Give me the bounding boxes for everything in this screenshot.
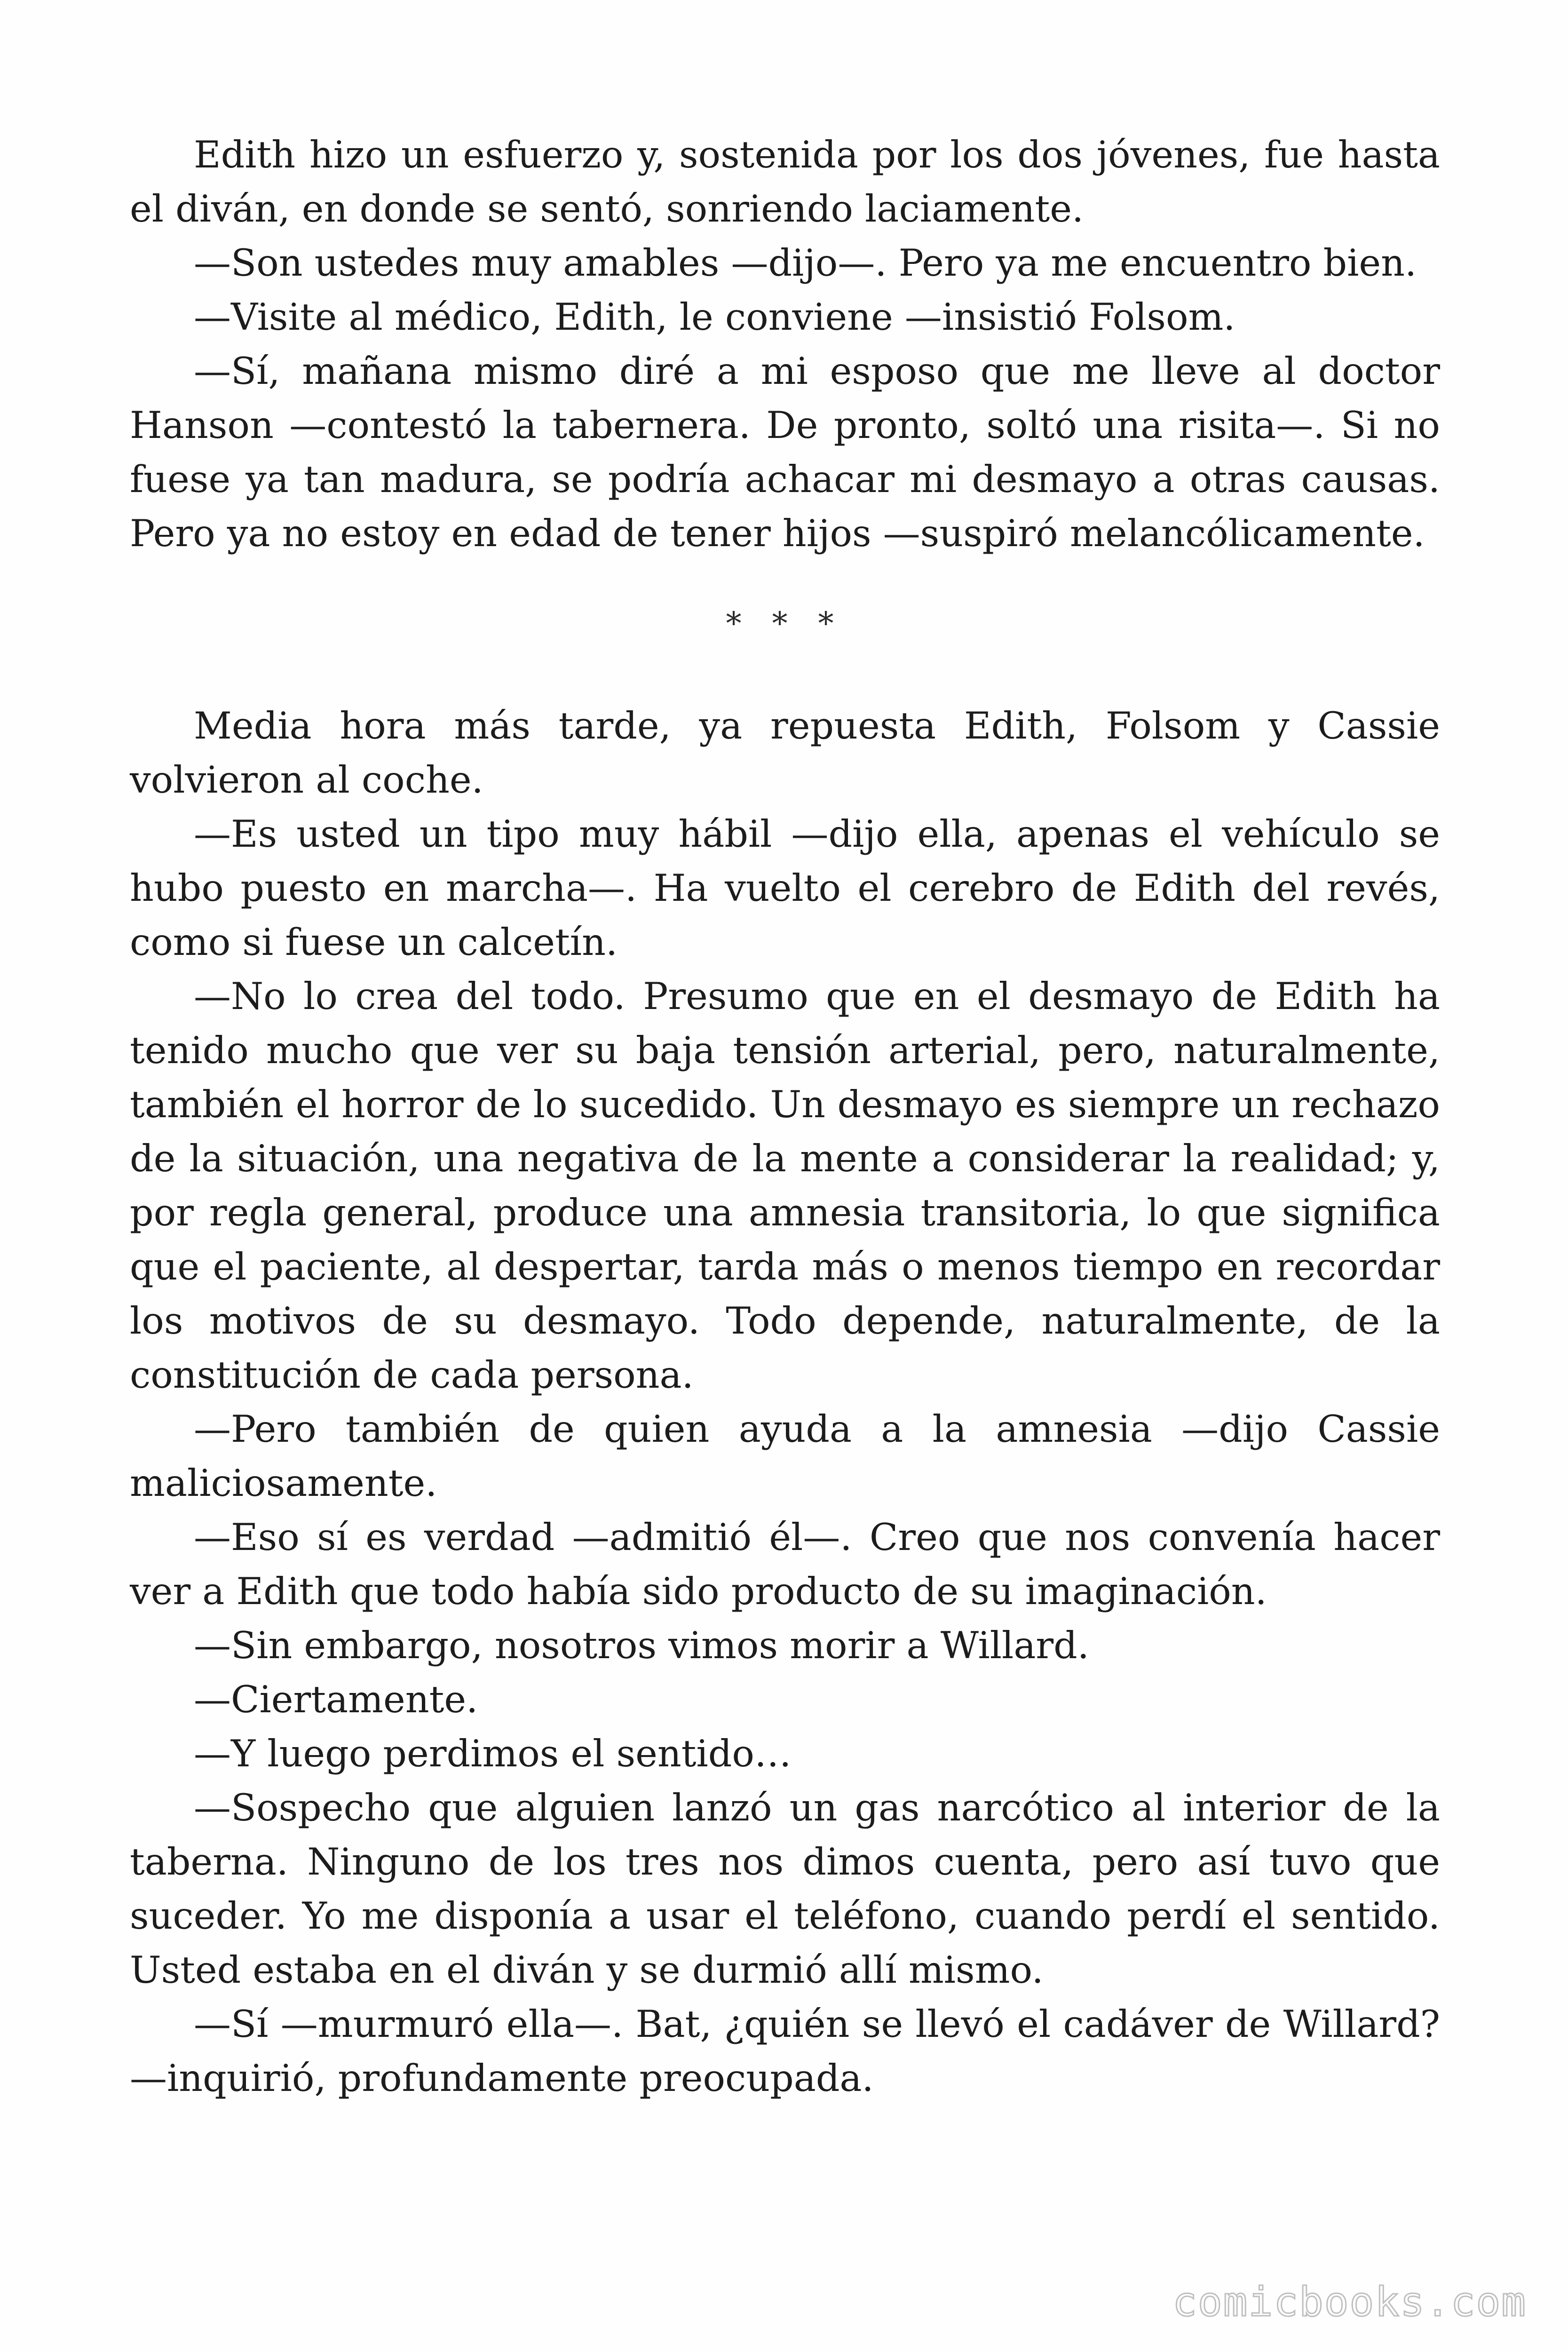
text-column — [130, 128, 1440, 2106]
paragraph: —Ciertamente. — [194, 1678, 478, 1721]
section-separator: * * * — [726, 605, 844, 642]
paragraph: —Y luego perdimos el sentido… — [194, 1732, 792, 1775]
paragraph: Edith hizo un esfuerzo y, sostenida por los dos jóvenes, fue hasta el diván, en donde se sentó, sonriendo laciamente. — [130, 133, 1440, 230]
section-2 — [130, 699, 1440, 2106]
paragraph: —Es usted un tipo muy hábil —dijo ella, apenas el vehículo se hubo puesto en marcha—. Ha vuelto el cerebro de Edith del revés, como si fuese un calcetín. — [130, 812, 1440, 964]
paragraph: —Visite al médico, Edith, le conviene —insistió Folsom. — [194, 295, 1235, 339]
paragraph: —Sí —murmuró ella—. Bat, ¿quién se llevó el cadáver de Willard? —inquirió, profundamente preocupada. — [130, 2002, 1440, 2100]
watermark: comicbooks.com — [1172, 2279, 1527, 2326]
paragraph: —Sospecho que alguien lanzó un gas narcótico al interior de la taberna. Ninguno de los tres nos dimos cuenta, pero así tuvo que suceder. Yo me disponía a usar el teléfono, cuando perdí el sentido. Usted estaba en el diván y se durmió allí mismo. — [130, 1786, 1440, 1992]
paragraph: —Sí, mañana mismo diré a mi esposo que me lleve al doctor Hanson —contestó la tabernera. De pronto, soltó una risita—. Si no fuese ya tan madura, se podría achacar mi desmayo a otras causas. Pero ya no estoy en edad de tener hijos —suspiró melancólicamente. — [130, 350, 1440, 555]
paragraph: —Son ustedes muy amables —dijo—. Pero ya me encuentro bien. — [194, 241, 1417, 285]
paragraph: —Eso sí es verdad —admitió él—. Creo que nos convenía hacer ver a Edith que todo había sido producto de su imaginación. — [130, 1516, 1440, 1613]
paragraph: —Sin embargo, nosotros vimos morir a Willard. — [194, 1624, 1089, 1667]
paragraph: Media hora más tarde, ya repuesta Edith, Folsom y Cassie volvieron al coche. — [130, 704, 1440, 802]
paragraph: —Pero también de quien ayuda a la amnesia —dijo Cassie maliciosamente. — [130, 1407, 1440, 1505]
section-1 — [130, 128, 1440, 561]
paragraph: —No lo crea del todo. Presumo que en el desmayo de Edith ha tenido mucho que ver su baja tensión arterial, pero, naturalmente, también el horror de lo sucedido. Un desmayo es siempre un rechazo de la situación, una negativa de la mente a considerar la realidad; y, por regla general, produce una amnesia transitoria, lo que significa que el paciente, al despertar, tarda más o menos tiempo en recordar los motivos de su desmayo. Todo depende, naturalmente, de la constitución de cada persona. — [130, 975, 1440, 1397]
